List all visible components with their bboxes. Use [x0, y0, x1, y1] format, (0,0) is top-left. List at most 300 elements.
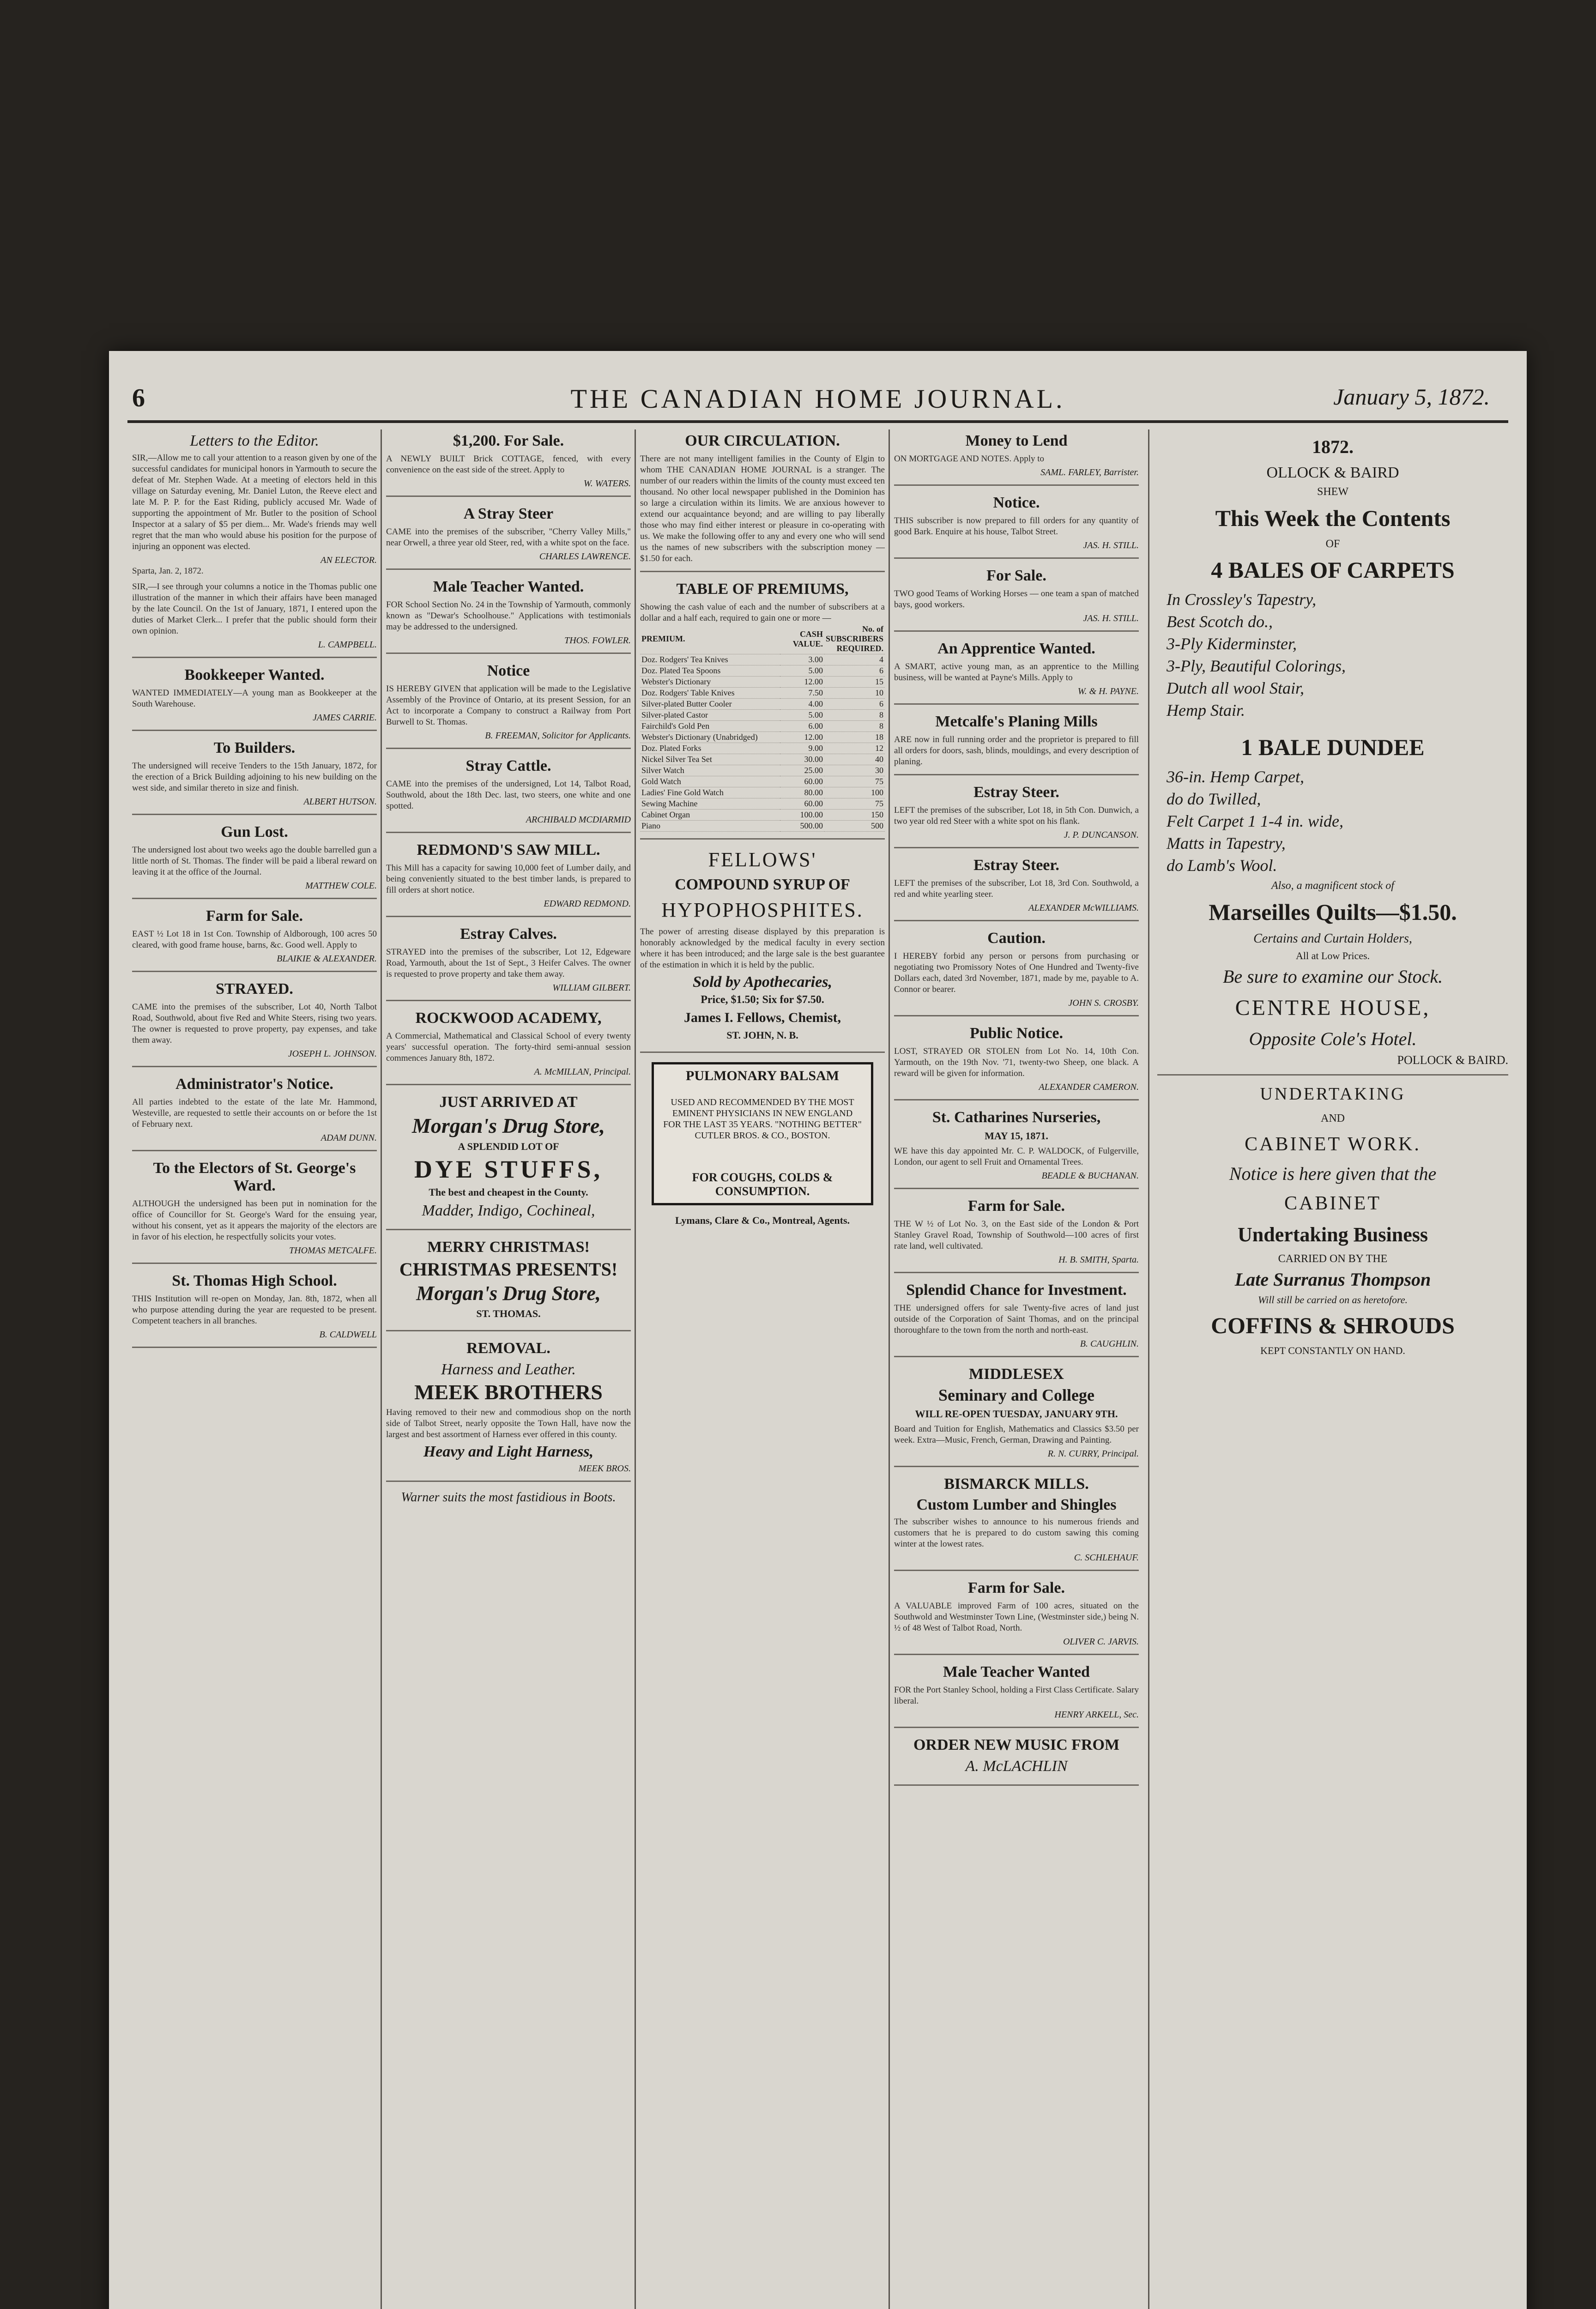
ad-heading: Morgan's Drug Store, [412, 1114, 605, 1137]
ad-text: WANTED IMMEDIATELY—A young man as Bookkeeper at the South Warehouse. [132, 688, 377, 709]
ad-heading: CABINET [1284, 1192, 1381, 1214]
ad-heading: Farm for Sale. [968, 1579, 1065, 1597]
ad-signature: B. CAUGHLIN. [1080, 1339, 1139, 1349]
premiums-table-section [640, 580, 885, 840]
ad-signature: JAS. H. STILL. [1083, 613, 1139, 623]
table-cell: 100 [824, 787, 885, 798]
ad-heading: REDMOND'S SAW MILL. [417, 841, 600, 858]
ad-estray-steer [894, 857, 1139, 921]
table-cell: Cabinet Organ [640, 810, 780, 821]
table-cell: 5.00 [780, 665, 824, 677]
ad-money [894, 432, 1139, 486]
ad-heading: ROCKWOOD ACADEMY, [415, 1009, 602, 1027]
ad-stray-cattle [386, 757, 631, 833]
ad-investment [894, 1281, 1139, 1357]
ad-text: THE undersigned offers for sale Twenty-five acres of land just outside of the Corporation of Saint Thomas, and on the principal thoroughfare to the town from the north and north-east. [894, 1303, 1139, 1335]
ad-signature: A. McLACHLIN [965, 1758, 1068, 1775]
ad-signature: BLAIKIE & ALEXANDER. [277, 954, 377, 964]
carpet-list [1157, 767, 1508, 875]
ad-signature: MEEK BROS. [578, 1463, 631, 1474]
ad-text: STRAYED into the premises of the subscriber, Lot 12, Edgeware Road, Yarmouth, about the 1st of Sept., 3 Heifer Calves. The owner is requested to prove property and take them away. [386, 947, 631, 979]
ad-bismarck [894, 1475, 1139, 1572]
ad-heading: For Sale. [986, 567, 1046, 584]
table-cell: 12.00 [780, 732, 824, 743]
ad-signature: CHARLES LAWRENCE. [539, 551, 631, 562]
ad-line: Sold by Apothecaries, [693, 973, 832, 991]
table-row [640, 821, 885, 832]
carpet-item: Hemp Stair. [1167, 701, 1245, 720]
header-rule [127, 420, 1508, 423]
ad-saw-mill [386, 841, 631, 917]
ad-estray-steer [894, 784, 1139, 848]
ad-seminary [894, 1366, 1139, 1467]
ad-text: All parties indebted to the estate of the late Mr. Hammond, Westeville, are requested to settle their accounts on or before the 1st of February next. [132, 1097, 377, 1129]
letter-signature: L. CAMPBELL. [318, 640, 377, 650]
ad-line: A SPLENDID LOT OF [458, 1141, 559, 1153]
ad-signature: W. WATERS. [583, 478, 631, 489]
ad-signature: R. N. CURRY, Principal. [1047, 1448, 1139, 1459]
ad-signature: THOS. FOWLER. [564, 635, 631, 646]
ad-notice [894, 494, 1139, 559]
column-2 [386, 429, 631, 2309]
table-cell: Nickel Silver Tea Set [640, 754, 780, 765]
table-row [640, 776, 885, 787]
table-cell: 4.00 [780, 699, 824, 710]
ad-line: CARRIED ON BY THE [1278, 1252, 1388, 1265]
ad-heading: Male Teacher Wanted. [433, 578, 584, 595]
premiums-table [640, 624, 885, 832]
table-cell: Webster's Dictionary (Unabridged) [640, 732, 780, 743]
column-divider [889, 429, 890, 2309]
table-cell: 6.00 [780, 721, 824, 732]
newspaper-page [109, 351, 1527, 2309]
ad-year: 1872. [1312, 436, 1354, 457]
ad-text: LOST, STRAYED OR STOLEN from Lot No. 14, 10th Con. Yarmouth, on the 19th Nov. '71, twenty-two Sheep, one black. A reward will be given for information. [894, 1046, 1139, 1078]
column-divider [1148, 429, 1149, 2309]
table-cell: 75 [824, 798, 885, 810]
ad-signature: C. SCHLEHAUF. [1074, 1553, 1139, 1563]
table-row [640, 787, 885, 798]
table-cell: 500.00 [780, 821, 824, 832]
ad-line: Late Surranus Thompson [1234, 1269, 1431, 1290]
table-row [640, 721, 885, 732]
ad-farm [894, 1197, 1139, 1273]
ad-line: Also, a magnificent stock of [1271, 880, 1394, 892]
ad-text: TWO good Teams of Working Horses — one team a span of matched bays, good workers. [894, 589, 1139, 610]
ad-text: The power of arresting disease displayed by this preparation is honorably acknowledged by the medical faculty in every section where it has been introduced; and the large sale is the best guarantee of the estimation in which it is held by the public. [640, 927, 885, 970]
agents-line: Lymans, Clare & Co., Montreal, Agents. [675, 1215, 850, 1226]
ad-heading: REMOVAL. [466, 1340, 550, 1357]
ad-heading: HYPOPHOSPHITES. [661, 899, 864, 921]
carpet-item: do Lamb's Wool. [1167, 856, 1277, 875]
issue-date: January 5, 1872. [1333, 384, 1490, 410]
table-row [640, 677, 885, 688]
ad-signature: WILLIAM GILBERT. [552, 983, 631, 993]
ad-caution [894, 930, 1139, 1016]
table-cell: Doz. Plated Forks [640, 743, 780, 754]
table-cell: Sewing Machine [640, 798, 780, 810]
ad-heading: Gun Lost. [221, 823, 288, 840]
ad-rockwood [386, 1009, 631, 1085]
table-cell: Silver-plated Castor [640, 710, 780, 721]
column-5-pollock-baird [1157, 429, 1508, 2309]
ad-gun-lost [132, 823, 377, 899]
table-cell: 4 [824, 654, 885, 665]
ad-signature: W. & H. PAYNE. [1077, 686, 1139, 696]
ad-heading: DYE STUFFS, [414, 1155, 603, 1184]
table-cell: 60.00 [780, 798, 824, 810]
ad-signature: B. FREEMAN, Solicitor for Applicants. [485, 731, 631, 741]
ad-heading: MIDDLESEX [969, 1366, 1064, 1383]
table-row [640, 732, 885, 743]
table-cell: Ladies' Fine Gold Watch [640, 787, 780, 798]
ad-line: ST. THOMAS. [476, 1308, 541, 1320]
ad-text: ARE now in full running order and the proprietor is prepared to fill all orders for doors, sash, blinds, mouldings, and every description of planing. [894, 735, 1139, 767]
table-subtitle: Showing the cash value of each and the number of subscribers at a dollar and a half each, required to gain one or more — [640, 602, 885, 623]
carpet-item: Best Scotch do., [1167, 612, 1273, 631]
ad-signature: BEADLE & BUCHANAN. [1041, 1171, 1139, 1181]
ad-farm [132, 907, 377, 972]
ad-text: ALTHOUGH the undersigned has been put in nomination for the office of Councillor for St. George's Ward for the ensuing year, without his consent, yet as it appears the majority of the electors are in favor of his election, he respectfully solicits your votes. [132, 1199, 377, 1242]
ad-heading: Splendid Chance for Investment. [906, 1281, 1127, 1299]
ad-text: The subscriber wishes to announce to his numerous friends and customers that he is prepared to do custom sawing this coming winter at the lowest rates. [894, 1517, 1139, 1549]
column-header: No. of SUBSCRIBERS REQUIRED. [824, 624, 885, 654]
ad-teacher [894, 1663, 1139, 1728]
column-1 [132, 429, 377, 2309]
ad-public-notice [894, 1025, 1139, 1100]
table-cell: 6 [824, 665, 885, 677]
ad-high-school [132, 1272, 377, 1348]
letters-section [132, 432, 377, 658]
ad-heading: Notice. [993, 494, 1040, 511]
carpet-item: do do Twilled, [1167, 790, 1261, 809]
ad-line: Certains and Curtain Holders, [1253, 931, 1412, 946]
carpet-list [1157, 590, 1508, 720]
table-cell: 40 [824, 754, 885, 765]
ad-text: THIS subscriber is now prepared to fill orders for any quantity of good Bark. Enquire at his house, Talbot Street. [894, 516, 1139, 537]
ad-heading: Estray Calves. [460, 925, 557, 943]
ad-morgans-dye [386, 1094, 631, 1230]
table-cell: 12 [824, 743, 885, 754]
table-row [640, 710, 885, 721]
ad-heading: BISMARCK MILLS. [944, 1475, 1089, 1493]
ad-signature: JOHN S. CROSBY. [1068, 998, 1139, 1008]
table-cell: 3.00 [780, 654, 824, 665]
table-cell: 8 [824, 710, 885, 721]
table-cell: 15 [824, 677, 885, 688]
ad-heading: MERRY CHRISTMAS! [427, 1238, 590, 1256]
ad-text: A VALUABLE improved Farm of 100 acres, situated on the Southwold and Westminster Town Line, (Westminster side,) being N. ½ of 48 West of Talbot Road, North. [894, 1601, 1139, 1633]
ad-meek-brothers [386, 1340, 631, 1482]
ad-line: Be sure to examine our Stock. [1222, 966, 1443, 987]
ad-advertiser: OLLOCK & BAIRD [1266, 464, 1399, 481]
table-row [640, 798, 885, 810]
table-cell: 5.00 [780, 710, 824, 721]
ad-text: FOR School Section No. 24 in the Township of Yarmouth, commonly known as "Dewar's Schoolhouse." Applications with testimonials may be addressed to the undersigned. [386, 600, 631, 632]
letters-heading: Letters to the Editor. [190, 432, 319, 449]
table-cell: Webster's Dictionary [640, 677, 780, 688]
ad-heading: CENTRE HOUSE, [1235, 995, 1431, 1020]
page-number: 6 [132, 384, 145, 412]
ad-heading: To Builders. [213, 739, 296, 756]
ad-heading: CHRISTMAS PRESENTS! [399, 1258, 618, 1280]
ad-heading: To the Electors of St. George's Ward. [153, 1160, 356, 1194]
letter-signature: AN ELECTOR. [320, 555, 377, 565]
ad-line: WILL RE-OPEN TUESDAY, JANUARY 9TH. [915, 1408, 1118, 1420]
ad-bookkeeper [132, 666, 377, 731]
ad-text: The undersigned lost about two weeks ago the double barrelled gun a little north of St. Thomas. The finder will be paid a liberal reward on leaving it at the office of the Journal. [132, 845, 377, 877]
ad-text: Board and Tuition for English, Mathematics and Classics $3.50 per week. Extra—Music, French, German, Drawing and Painting. [894, 1424, 1139, 1445]
ad-signature: A. McMILLAN, Principal. [534, 1067, 631, 1077]
ad-signature: J. P. DUNCANSON. [1064, 830, 1139, 840]
ad-heading: Undertaking Business [1237, 1223, 1428, 1246]
table-cell: 8 [824, 721, 885, 732]
ad-signature: ALEXANDER CAMERON. [1039, 1082, 1139, 1092]
ad-heading: Caution. [987, 930, 1046, 947]
ad-heading: FELLOWS' [708, 848, 817, 871]
ad-text: A SMART, active young man, as an apprentice to the Milling business, will be wanted at Payne's Mills. Apply to [894, 662, 1139, 683]
ad-christmas [386, 1239, 631, 1331]
column-3 [640, 429, 885, 2309]
letter-text: SIR,—Allow me to call your attention to a reason given by one of the successful candidates for municipal honors in Yarmouth to secure the defeat of Mr. Stephen Wade. At a meeting of electors held in this village on Saturday evening, Mr. Daniel Luton, the Reeve elect and late M. P. P. for the East Riding, publicly accused Mr. Wade of supporting the appointment of Mr. Butler to the position of School Inspector at a salary of $5 per diem... Mr. Wade's friends may well regret that the man who would abuse his position for the purpose of injuring an opponent was elected. [132, 453, 377, 551]
letter-place: Sparta, Jan. 2, 1872. [132, 566, 204, 576]
ad-signature: THOMAS METCALFE. [289, 1245, 377, 1256]
ad-heading: Bookkeeper Wanted. [184, 666, 325, 683]
table-cell: Doz. Rodgers' Table Knives [640, 688, 780, 699]
page-header [127, 383, 1508, 416]
ad-heading: MEEK BROTHERS [414, 1380, 603, 1404]
ad-heading: UNDERTAKING [1260, 1084, 1406, 1104]
ad-line: COMPOUND SYRUP OF [675, 876, 850, 893]
ad-builders [132, 739, 377, 815]
ad-signature: SAML. FARLEY, Barrister. [1040, 467, 1139, 478]
divider [1157, 1074, 1508, 1076]
table-row [640, 810, 885, 821]
ad-line: Madder, Indigo, Cochineal, [422, 1202, 595, 1219]
ad-heading: Male Teacher Wanted [943, 1663, 1090, 1681]
balsam-text: USED AND RECOMMENDED BY THE MOST EMINENT PHYSICIANS IN NEW ENGLAND FOR THE LAST 35 YEARS. "NOTHING BETTER" CUTLER BROS. & CO., BOSTON. [663, 1097, 862, 1141]
carpet-item: In Crossley's Tapestry, [1167, 590, 1317, 609]
ad-signature: POLLOCK & BAIRD. [1397, 1053, 1508, 1067]
table-row [640, 765, 885, 776]
ad-estray-calves [386, 925, 631, 1001]
ad-heading: Marseilles Quilts—$1.50. [1209, 899, 1457, 925]
column-divider [381, 429, 382, 2309]
ad-line: Heavy and Light Harness, [423, 1443, 594, 1461]
ad-signature: ALEXANDER McWILLIAMS. [1028, 903, 1139, 913]
ad-text: LEFT the premises of the subscriber, Lot 18, in 5th Con. Dunwich, a two year old red Steer with a white spot on his flank. [894, 805, 1139, 826]
column-4 [894, 429, 1139, 2309]
ad-apprentice [894, 640, 1139, 705]
ad-signature: H. B. SMITH, Sparta. [1058, 1255, 1139, 1265]
circulation-section [640, 432, 885, 572]
ad-text: CAME into the premises of the undersigned, Lot 14, Talbot Road, Southwold, about the 18th Dec. last, two steers, one white and one spotted. [386, 779, 631, 811]
ad-signature: ARCHIBALD MCDIARMID [526, 815, 631, 825]
ad-heading: Stray Cattle. [466, 757, 551, 774]
table-cell: 6 [824, 699, 885, 710]
ad-cottage-sale [386, 432, 631, 497]
table-cell: 7.50 [780, 688, 824, 699]
ad-text: CAME into the premises of the subscriber, Lot 40, North Talbot Road, Southwold, about five Red and White Steers, rising two years. The owner is requested to prove property, pay expenses, and take them away. [132, 1002, 377, 1045]
ad-nurseries [894, 1109, 1139, 1189]
ad-heading: Notice [487, 662, 530, 679]
ad-text: I HEREBY forbid any person or persons from purchasing or negotiating two Promissory Notes of One Hundred and Twenty-five Dollars each, dated 3rd November, 1871, made by me, payable to A. Connor or bearer. [894, 951, 1139, 994]
table-cell: 9.00 [780, 743, 824, 754]
table-cell: Gold Watch [640, 776, 780, 787]
table-cell: 80.00 [780, 787, 824, 798]
letter-text: SIR,—I see through your columns a notice in the Thomas public one illustration of the manner in which their affairs have been managed by the late Council. On the 1st of January, 1871, I entered upon the duties of Market Clerk... I prefer that the public should form their own opinion. [132, 582, 377, 636]
ad-text: THIS Institution will re-open on Monday, Jan. 8th, 1872, when all who purpose attending during the year are requested to be present. Competent teachers in all branches. [132, 1294, 377, 1326]
table-cell: 25.00 [780, 765, 824, 776]
table-cell: 30 [824, 765, 885, 776]
ad-strayed [132, 980, 377, 1067]
balsam-bottom: FOR COUGHS, COLDS & CONSUMPTION. [692, 1171, 833, 1198]
table-row [640, 743, 885, 754]
ad-heading: Farm for Sale. [968, 1197, 1065, 1215]
ad-heading: Farm for Sale. [206, 907, 303, 925]
ad-line: SHEW [1317, 486, 1348, 498]
carpet-item: 3-Ply Kiderminster, [1167, 635, 1297, 653]
column-header: CASH VALUE. [780, 624, 824, 654]
balsam-title: PULMONARY BALSAM [686, 1068, 839, 1083]
ad-text: Having removed to their new and commodious shop on the north side of Talbot Street, nearly opposite the Town Hall, have now the largest and best assortment of Harness ever offered in this county. [386, 1408, 631, 1440]
carpet-item: 36-in. Hemp Carpet, [1167, 768, 1304, 786]
table-cell: 12.00 [780, 677, 824, 688]
ad-line: JUST ARRIVED AT [439, 1094, 578, 1111]
ad-heading: $1,200. For Sale. [453, 432, 564, 449]
table-cell: Fairchild's Gold Pen [640, 721, 780, 732]
ad-line: AND [1321, 1112, 1345, 1125]
carpet-item: Dutch all wool Stair, [1167, 679, 1305, 698]
ad-signature: JAS. H. STILL. [1083, 540, 1139, 550]
ad-text: EAST ½ Lot 18 in 1st Con. Township of Aldborough, 100 acres 50 cleared, with good frame house, barns, &c. Good well. Apply to [132, 929, 377, 950]
ad-heading: Estray Steer. [973, 784, 1059, 801]
ad-signature: MATTHEW COLE. [305, 881, 377, 891]
ad-signature: JOSEPH L. JOHNSON. [288, 1049, 377, 1059]
ad-text: FOR the Port Stanley School, holding a First Class Certificate. Salary liberal. [894, 1685, 1139, 1706]
table-cell: Doz. Rodgers' Tea Knives [640, 654, 780, 665]
ad-signature: OLIVER C. JARVIS. [1063, 1637, 1139, 1647]
table-cell: 30.00 [780, 754, 824, 765]
table-row [640, 654, 885, 665]
table-row [640, 754, 885, 765]
ad-line: Will still be carried on as heretofore. [1257, 1294, 1408, 1306]
ad-line: The best and cheapest in the County. [429, 1186, 588, 1198]
table-cell: 75 [824, 776, 885, 787]
ad-signature: EDWARD REDMOND. [544, 899, 631, 909]
ad-text: LEFT the premises of the subscriber, Lot 18, 3rd Con. Southwold, a red and white yearling steer. [894, 878, 1139, 899]
ad-line: All at Low Prices. [1295, 950, 1370, 962]
ad-male-teacher [386, 578, 631, 654]
ad-heading: STRAYED. [216, 980, 293, 997]
ad-text: The undersigned will receive Tenders to the 15th January, 1872, for the erection of a Brick Building adjoining to his new building on the west side, and similar thereto in size and finish. [132, 761, 377, 793]
ad-fellows [640, 848, 885, 1053]
table-cell: 10 [824, 688, 885, 699]
ad-heading: Metcalfe's Planing Mills [935, 713, 1098, 730]
balsam-advert-image [652, 1062, 873, 1205]
ad-heading: 1 BALE DUNDEE [1241, 734, 1425, 761]
table-cell: 100.00 [780, 810, 824, 821]
ad-text: A Commercial, Mathematical and Classical School of every twenty years' successful operation. The forty-third semi-annual session commences January 8th, 1872. [386, 1031, 631, 1063]
table-cell: 18 [824, 732, 885, 743]
ad-line: KEPT CONSTANTLY ON HAND. [1260, 1345, 1405, 1357]
ad-line: Notice is here given that the [1229, 1163, 1437, 1184]
ad-text: This Mill has a capacity for sawing 10,000 feet of Lumber daily, and being conveniently situated to the best timber lands, is prepared to fill orders at short notice. [386, 863, 631, 895]
carpet-item: 3-Ply, Beautiful Colorings, [1167, 657, 1346, 676]
ad-text: IS HEREBY GIVEN that application will be made to the Legislative Assembly of the Province of Ontario, at its present Session, for an Act to incorporate a Company to construct a Railway from Port Burwell to St. Thomas. [386, 684, 631, 727]
ad-heading: An Apprentice Wanted. [937, 640, 1095, 657]
section-heading: OUR CIRCULATION. [685, 432, 840, 449]
ad-heading: This Week the Contents [1215, 505, 1451, 531]
ad-line: James I. Fellows, Chemist, [684, 1010, 841, 1025]
column-divider [635, 429, 636, 2309]
ad-line: MAY 15, 1871. [985, 1130, 1048, 1142]
ad-line: Harness and Leather. [441, 1361, 576, 1378]
ad-signature: ADAM DUNN. [320, 1133, 377, 1143]
ad-notice [386, 662, 631, 749]
table-cell: Silver Watch [640, 765, 780, 776]
ad-heading: Estray Steer. [973, 857, 1059, 874]
carpet-item: Matts in Tapestry, [1167, 834, 1286, 853]
ad-stray-steer [386, 505, 631, 570]
ad-signature: B. CALDWELL [319, 1330, 377, 1340]
table-cell: Silver-plated Butter Cooler [640, 699, 780, 710]
table-row [640, 665, 885, 677]
ad-farm [894, 1579, 1139, 1655]
ad-heading: St. Thomas High School. [172, 1272, 337, 1289]
ad-line: Opposite Cole's Hotel. [1249, 1028, 1417, 1049]
ad-line: Price, $1.50; Six for $7.50. [701, 994, 824, 1006]
section-text: There are not many intelligent families in the County of Elgin to whom THE CANADIAN HOME JOURNAL is a stranger. The number of our readers within the limits of the county must exceed ten thousand. No other local newspaper published in the Dominion has so large a circulation within its limits. We are anxious however to extend our acquaintance beyond; and are willing to pay liberally those who may find either interest or pleasure in co-operating with us. We make the following offer to any and every one who will send us the names of new subscribers with the subscription money — $1.50 for each. [640, 454, 885, 563]
footer-note: Warner suits the most fastidious in Boots. [401, 1490, 616, 1505]
ad-line: ST. JOHN, N. B. [726, 1029, 798, 1041]
ad-signature: JAMES CARRIE. [313, 713, 377, 723]
ad-text: WE have this day appointed Mr. C. P. WALDOCK, of Fulgerville, London, our agent to sell Fruit and Ornamental Trees. [894, 1146, 1139, 1167]
column-header: PREMIUM. [640, 624, 780, 654]
ad-electors [132, 1160, 377, 1264]
ad-planing-mills [894, 713, 1139, 775]
ad-horses-sale [894, 567, 1139, 632]
ad-heading: CABINET WORK. [1245, 1133, 1421, 1155]
table-row [640, 688, 885, 699]
ad-signature: ALBERT HUTSON. [303, 797, 377, 807]
ad-heading: 4 BALES OF CARPETS [1211, 557, 1455, 583]
ad-heading: Administrator's Notice. [175, 1076, 333, 1093]
table-heading: TABLE OF PREMIUMS, [676, 580, 849, 598]
table-header-row [640, 624, 885, 654]
table-cell: 60.00 [780, 776, 824, 787]
ad-heading: A Stray Steer [463, 505, 554, 522]
carpet-item: Felt Carpet 1 1-4 in. wide, [1167, 812, 1343, 831]
ad-signature: HENRY ARKELL, Sec. [1054, 1710, 1139, 1720]
ad-music [894, 1736, 1139, 1786]
ad-heading: Custom Lumber and Shingles [916, 1496, 1117, 1513]
ad-heading: ORDER NEW MUSIC FROM [913, 1736, 1120, 1754]
ad-heading: COFFINS & SHROUDS [1211, 1312, 1455, 1339]
table-row [640, 699, 885, 710]
ad-heading: Money to Lend [965, 432, 1068, 449]
ad-administrator [132, 1076, 377, 1151]
table-cell: 150 [824, 810, 885, 821]
ad-text: A NEWLY BUILT Brick COTTAGE, fenced, with every convenience on the east side of the street. Apply to [386, 454, 631, 475]
ad-heading: Morgan's Drug Store, [416, 1281, 601, 1305]
ad-heading: St. Catharines Nurseries, [932, 1109, 1101, 1126]
ad-text: ON MORTGAGE AND NOTES. Apply to [894, 454, 1045, 464]
ad-heading: Seminary and College [938, 1386, 1094, 1404]
ad-heading: Public Notice. [969, 1025, 1064, 1042]
masthead-title: THE CANADIAN HOME JOURNAL. [570, 384, 1065, 414]
table-cell: Doz. Plated Tea Spoons [640, 665, 780, 677]
